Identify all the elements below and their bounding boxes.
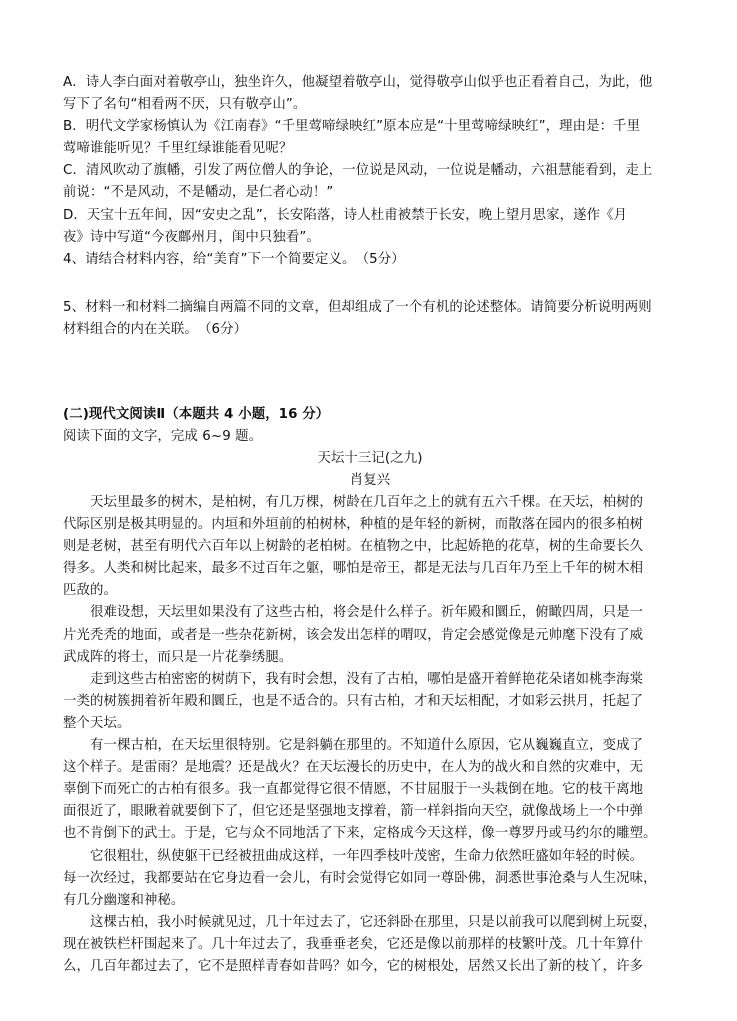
option-a-line1: A．诗人李白面对着敬亭山，独坐许久，他凝望着敬亭山，觉得敬亭山似乎也正看着自己，为此，他 — [63, 75, 653, 90]
article-title: 天坛十三记(之九) — [317, 451, 423, 467]
option-a-line2: 写下了名句“相看两不厌，只有敬亭山”。 — [63, 97, 307, 113]
question-4: 4、请结合材料内容，给“美育”下一个简要定义。 （5分） — [63, 251, 405, 267]
option-d-line1: D．天宝十五年间，因“安史之乱”，长安陷落，诗人杜甫被禁于长安，晚上望月思家，遂作《月 — [63, 207, 628, 223]
paragraph-6-line1: 这棵古柏，我小时候就见过，几十年过去了，它还斜卧在那里，只是以前我可以爬到树上玩耍， — [90, 914, 657, 930]
paragraph-6-line2: 现在被铁栏杆围起来了。几十年过去了，我垂垂老矣，它还是像以前那样的枝繁叶茂。几十年算什 — [63, 936, 644, 952]
paragraph-5-line1: 它很粗壮，纵使躯干已经被扭曲成这样，一年四季枝叶茂密，生命力依然旺盛如年轻的时候。 — [90, 848, 644, 864]
paragraph-1-line1: 天坛里最多的树木，是柏树，有几万棵，树龄在几百年之上的就有五六千棵。在天坛，柏树的 — [90, 495, 644, 510]
option-b-line1: B．明代文学家杨慎认为《江南春》“千里莺啼绿映红”原本应是“十里莺啼绿映红”，理由是：千里 — [63, 119, 641, 135]
paragraph-1-line3: 则是老树，甚至有明代六百年以上树龄的老柏树。在植物之中，比起娇艳的花草，树的生命要长久 — [63, 539, 644, 555]
paragraph-1-line5: 匹敌的。 — [63, 583, 117, 599]
question-5 — [63, 297, 677, 341]
options-list — [63, 72, 677, 271]
paragraph-3-line2: 一类的树簇拥着祈年殿和圜丘，也是不适合的。只有古柏，才和天坛相配，才如彩云拱月，托起了 — [63, 693, 644, 709]
paragraph-4-line5: 也不肯倒下的武士。于是，它与众不同地活了下来，定格成今天这样，像一尊罗丹或马约尔的雕塑。 — [63, 826, 657, 842]
paragraph-1-line4: 得多。人类和树比起来，最多不过百年之躯，哪怕是帝王，都是无法与几百年乃至上千年的树木相 — [63, 561, 644, 577]
article-body — [63, 492, 677, 978]
section-header — [63, 404, 677, 492]
paragraph-4-line2: 这个样子。是雷雨？是地震？还是战火？在天坛漫长的历史中，在人为的战火和自然的灾难中，无 — [63, 760, 644, 776]
option-c-line2: 前说：“不是风动，不是幡动，是仁者心动！” — [63, 185, 334, 201]
option-b-line2: 莺啼谁能听见？千里红绿谁能看见呢？ — [63, 141, 293, 157]
question-5-line2: 材料组合的内在关联。 （6分） — [63, 322, 248, 338]
paragraph-5-line3: 有几分幽邃和神秘。 — [63, 892, 185, 908]
option-c-line1: C．清风吹动了旗幡，引发了两位僧人的争论，一位说是风动，一位说是幡动，六祖慧能看到，走上 — [63, 163, 653, 179]
paragraph-3-line3: 整个天坛。 — [63, 715, 131, 731]
paragraph-6-line3: 么，几百年都过去了，它不是照样青春如昔吗？如今，它的树根处，居然又长出了新的枝丫，许多 — [63, 958, 644, 974]
section-heading: (二)现代文阅读Ⅱ（本题共 4 小题，16 分） — [63, 407, 330, 422]
paragraph-2-line1: 很难设想，天坛里如果没有了这些古柏，将会是什么样子。祈年殿和圜丘，俯瞰四周，只是一 — [90, 605, 644, 621]
article-author: 肖复兴 — [349, 473, 391, 489]
paragraph-1-line2: 代际区别是极其明显的。内垣和外垣前的柏树林，种植的是年轻的新树，而散落在园内的很多柏树 — [63, 517, 644, 533]
paragraph-4-line1: 有一棵古柏，在天坛里很特别。它是斜躺在那里的。不知道什么原因，它从巍巍直立，变成了 — [90, 738, 644, 754]
paragraph-2-line2: 片光秃秃的地面，或者是一些杂花新树，该会发出怎样的喟叹，肯定会感觉像是元帅麾下没有了威 — [63, 627, 644, 643]
paragraph-4-line4: 面很近了，眼瞅着就要倒下了，但它还是坚强地支撑着，箭一样斜指向天空，就像战场上一个中弹 — [63, 804, 644, 820]
option-d-line2: 夜》诗中写道“今夜鄜州月，闺中只独看”。 — [63, 229, 320, 245]
paragraph-4-line3: 辜倒下而死亡的古柏有很多。我一直都觉得它很不情愿，不甘屈服于一头栽倒在地。它的枝干离地 — [63, 782, 644, 798]
section-instruction: 阅读下面的文字，完成 6~9 题。 — [63, 429, 263, 445]
paragraph-3-line1: 走到这些古柏密密的树荫下，我有时会想，没有了古柏，哪怕是盛开着鲜艳花朵诸如桃李海棠 — [90, 671, 644, 687]
paragraph-5-line2: 每一次经过，我都要站在它身边看一会儿，有时会觉得它如同一尊卧佛，洞悉世事沧桑与人生况味， — [63, 870, 657, 886]
paragraph-2-line3: 武成阵的将士，而只是一片花拳绣腿。 — [63, 649, 293, 665]
question-5-line1: 5、材料一和材料二摘编自两篇不同的文章，但却组成了一个有机的论述整体。请简要分析说明两则 — [63, 300, 652, 315]
